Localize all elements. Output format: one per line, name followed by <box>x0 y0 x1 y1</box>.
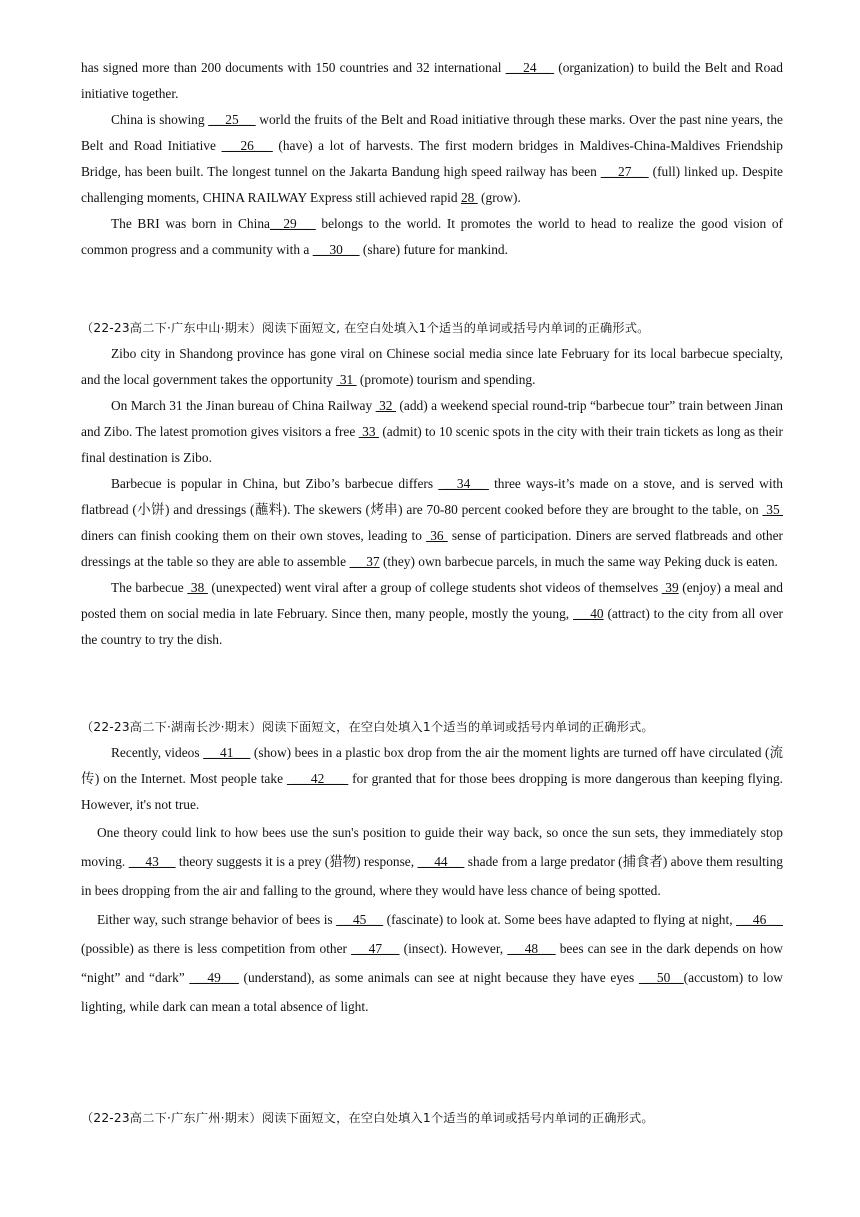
blank-43[interactable]: __43__ <box>128 854 176 869</box>
blank-45[interactable]: __45__ <box>336 912 384 927</box>
blank-28[interactable]: 28 <box>460 190 478 205</box>
section-heading: （22-23高二下·湖南长沙·期末）阅读下面短文，在空白处填入1个适当的单词或括号内单词的正确形式。 <box>81 720 654 734</box>
blank-38[interactable]: 38 <box>187 580 208 595</box>
blank-27[interactable]: __27__ <box>600 164 649 179</box>
blank-29[interactable]: __29__ <box>269 216 316 231</box>
blank-48[interactable]: __48__ <box>507 941 556 956</box>
blank-33[interactable]: 33 <box>358 424 379 439</box>
blank-49[interactable]: __49__ <box>189 970 239 985</box>
blank-34[interactable]: __34__ <box>438 476 489 491</box>
paragraph: Recently, videos __41__ (show) bees in a plastic box drop from the air the moment lights are turned off have circulated (流传) on the Internet. Most people take ___42___ for granted that for those bees dropping is more dangerous than keeping flying. However, it's not true. <box>81 745 783 812</box>
paragraph: Zibo city in Shandong province has gone viral on Chinese social media since late February for its local barbecue specialty, and the local government takes the opportunity 31 (promote) tourism and spending. <box>81 346 783 387</box>
passage-2 <box>81 315 783 653</box>
paragraph: On March 31 the Jinan bureau of China Railway 32 (add) a weekend special round-trip “barbecue tour” train between Jinan and Zibo. The latest promotion gives visitors a free 33 (admit) to 10 scenic spots in the city with their train tickets as long as their final destination is Zibo. <box>81 398 784 465</box>
blank-37[interactable]: __37 <box>349 554 380 569</box>
blank-47[interactable]: __47__ <box>351 941 400 956</box>
passage-3 <box>81 714 783 1021</box>
blank-30[interactable]: __30__ <box>312 242 360 257</box>
paragraph: has signed more than 200 documents with 150 countries and 32 international __24__ (organization) to build the Belt and Road initiative together. <box>81 60 783 101</box>
blank-44[interactable]: __44__ <box>417 854 465 869</box>
blank-39[interactable]: 39 <box>661 580 679 595</box>
paragraph: Barbecue is popular in China, but Zibo’s barbecue differs __34__ three ways-it’s made on a stove, and is served with flatbread (小饼) and dressings (蘸料). The skewers (烤串) are 70-80 percent cooked before they are brought to the table, on 35 diners can finish cooking them on their own stoves, leading to 36 sense of participation. Diners are served flatbreads and other dressings at the table so they are able to assemble __37 (they) own barbecue parcels, in much the same way Peking duck is eaten. <box>81 476 783 569</box>
blank-42[interactable]: ___42___ <box>286 771 349 786</box>
blank-46[interactable]: __46__ <box>736 912 784 927</box>
paragraph: Either way, such strange behavior of bees is __45__ (fascinate) to look at. Some bees have adapted to flying at night, __46__ (possible) as there is less competition from other __47__ (insect). However, __48__ bees can see in the dark depends on how “night” and “dark” __49__ (understand), as some animals can see at night because they have eyes __50__(accustom) to low lighting, while dark can mean a total absence of light. <box>81 912 784 1014</box>
passage-4 <box>81 1105 783 1131</box>
blank-41[interactable]: __41__ <box>203 745 251 760</box>
paragraph: The barbecue 38 (unexpected) went viral after a group of college students shot videos of themselves 39 (enjoy) a meal and posted them on social media in late February. Since then, many people, mostly the young, __40 (attract) to the city from all over the country to try the dish. <box>81 580 783 647</box>
blank-36[interactable]: 36 <box>426 528 448 543</box>
blank-40[interactable]: __40 <box>572 606 604 621</box>
blank-31[interactable]: 31 <box>336 372 357 387</box>
blank-26[interactable]: __26__ <box>221 138 273 153</box>
paragraph: The BRI was born in China__29__ belongs to the world. It promotes the world to head to realize the good vision of common progress and a community with a __30__ (share) future for mankind. <box>81 216 783 257</box>
section-heading: （22-23高二下·广东中山·期末）阅读下面短文, 在空白处填入1个适当的单词或括号内单词的正确形式。 <box>81 321 650 335</box>
blank-32[interactable]: 32 <box>375 398 396 413</box>
passage-1 <box>81 55 783 263</box>
blank-35[interactable]: 35 <box>762 502 783 517</box>
paragraph: China is showing __25__ world the fruits of the Belt and Road initiative through these marks. Over the past nine years, the Belt and Road Initiative __26__ (have) a lot of harvests. The first modern bridges in Maldives-China-Maldives Friendship Bridge, has been built. The longest tunnel on the Jakarta Bandung high speed railway has been __27__ (full) linked up. Despite challenging moments, CHINA RAILWAY Express still achieved rapid 28 (grow). <box>81 112 783 205</box>
section-heading: （22-23高二下·广东广州·期末）阅读下面短文，在空白处填入1个适当的单词或括号内单词的正确形式。 <box>81 1111 654 1125</box>
blank-25[interactable]: __25__ <box>208 112 256 127</box>
paragraph: One theory could link to how bees use the sun's position to guide their way back, so once the sun sets, they immediately stop moving. __43__ theory suggests it is a prey (猎物) response, __44__ shade from a large predator (捕食者) above them resulting in bees dropping from the air and falling to the ground, where they would have less chance of being spotted. <box>81 825 783 898</box>
blank-24[interactable]: __24__ <box>505 60 555 75</box>
blank-50[interactable]: __50__ <box>638 970 684 985</box>
